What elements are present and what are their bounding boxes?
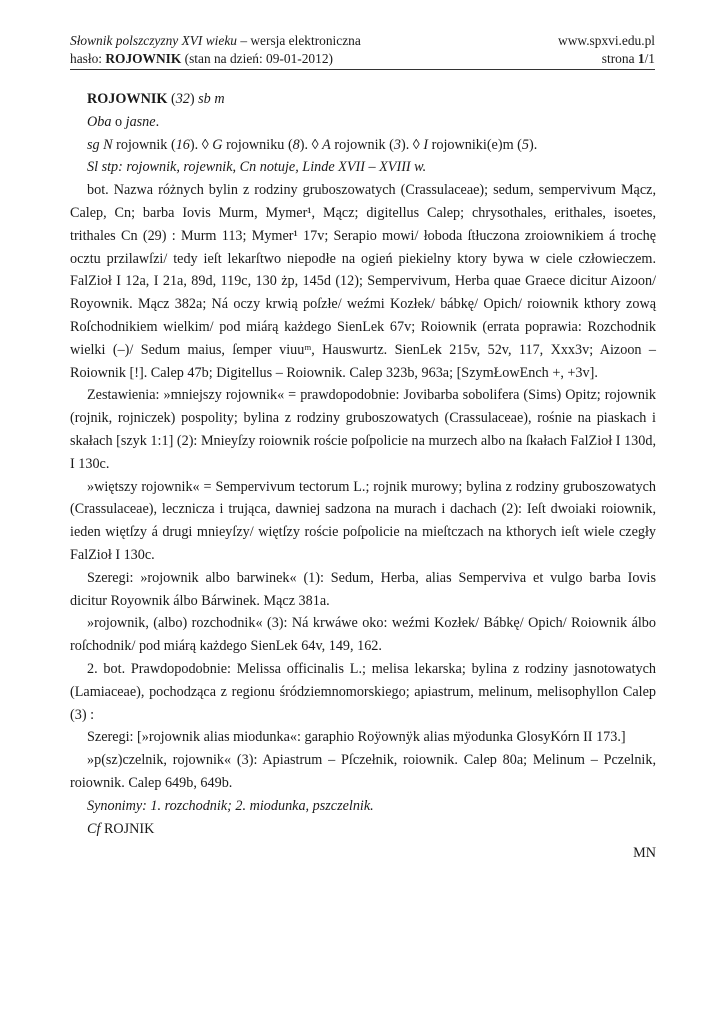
szeregi-miodunka [70,726,656,749]
header-row-1 [70,32,655,50]
page-header [70,32,655,68]
entry-body [70,88,656,865]
sense-2 [70,658,656,726]
sense-2-line-2: (Lamiaceae), pochodząca z regionu śródziemnomorskiego; apiastrum, melinum, melisophyllon Calep (3) : [70,683,656,723]
szer3-line-1: Szeregi: [»rojownik alias miodunka«: garaphio Roÿownÿk alias mÿodunka GlosyKórn II 173.] [87,729,626,746]
dictionary-title [70,32,361,50]
szeregi-rozchodnik [70,612,656,658]
wiet-line-4: FalZioł I 130c. [70,546,155,563]
sense-1-line-9: Roiownik [!]. Calep 47b; Digitellus – Roiownik. Calep 323b, 963a; [SzymŁowEnch +, +3v]. [70,364,598,381]
sense-1-line-3: Cn (29) : Murm 113; Mymer¹ 17v; Serapio mowi/ łoboda ſtłuczona zroiownikiem á trochę ocztu [70,227,657,267]
zestawienia-wietszy [70,476,656,567]
infl-I-label: I [423,136,429,153]
sense-1-line-7: Roſchodnikiem wielkim/ pod miárą każdego SienLek 67v; Roiownik (errata poprawia: Rozchodnik [70,318,656,335]
infl-I-count: 5 [521,136,529,153]
zest-line-3: skałach [szyk 1:1] (2): Mnieyſzy roiownik roście poſpolicie na murzech albo na ſkałach FalZioł I [70,432,621,449]
entry-info [70,50,333,68]
page-current: 1 [637,51,645,66]
szer1-line-2: Royownik álbo Bárwinek. Mącz 381a. [110,592,330,609]
infl-A-label: A [322,136,331,153]
szer1-line-1: Szeregi: »rojownik albo barwinek« (1): Sedum, Herba, alias Semperviva et vulgo barba Iovis dicitur [70,569,656,609]
infl-A-count: 3 [393,136,401,153]
headword-count: 32 [175,91,190,107]
slstp-line: Sl stp: rojownik, rojewnik, Cn notuje, Linde XVII – XVIII w. [87,159,427,176]
oba-jasne: jasne [125,113,156,130]
cf-word: ROJNIK [103,820,155,837]
haslo-date: (stan na dzień: 09-01-2012) [184,51,333,66]
infl-G-count: 8 [292,136,300,153]
haslo-label: hasło: [70,51,102,66]
szer2-line-2: álbo roſchodnik/ pod miárą każdego SienLek 64v, 149, 162. [70,615,656,655]
szeregi-pszczelnik [70,749,656,795]
sense-1 [70,179,656,384]
headword: ROJOWNIK [87,91,168,107]
site-url[interactable]: www.spxvi.edu.pl [558,33,655,48]
szer4-line-2: roiownik. Calep 649b, 649b. [70,774,233,791]
header-row-2 [70,50,655,68]
wiet-line-3: ieden więtſzy á drugi mnieyſzy/ więtſzy roście poſpolicie na mieſtczach na kthorych ieſt wiele czegły [70,524,656,541]
oba-o: o [114,113,123,130]
sense-1-line-1: bot. Nazwa różnych bylin z rodziny gruboszowatych (Crassulaceae); sedum, sempervivum Mącz, [87,182,656,199]
dictionary-title-italic: Słownik polszczyzny XVI wieku [70,33,237,48]
vowel-note: Oba o jasne. [87,113,160,130]
zest-line-1: Zestawienia: »mniejszy rojownik« = prawdopodobnie: Jovibarba sobolifera (Sims) Opitz; rojownik [87,387,656,404]
infl-G-form: rojowniku [226,136,285,153]
sense-2-line-1: 2. bot. Prawdopodobnie: Melissa officinalis L.; melisa lekarska; bylina z rodziny jasnotowatych [87,660,656,677]
sense-1-line-2: Calep, Cn; barba Iovis Murm, Mymer¹, Mącz; digitellus Calep; chrysothales, erithales, isoetes, trithales [70,204,656,244]
infl-A-form: rojownik [334,136,386,153]
infl-I-form: rojowniki(e)m [431,136,514,153]
part-of-speech: sb m [198,91,225,107]
page-indicator [602,50,655,68]
sense-1-line-4: przilawſzi/ tedy ieſt lekarſtwo niepodłe na ogień piekielny ktory bywa w ciele człowieczem. FalZioł [70,250,657,290]
infl-sgN-form: rojownik [116,136,168,153]
sense-1-line-5: I 12a, I 21a, 89d, 119c, 130 żp, 145d (12); Sempervivum, Herba quae Graece dicitur Aizoon/ [116,273,657,290]
page-total: /1 [644,51,655,66]
haslo-word: ROJOWNIK [105,51,182,66]
header-divider [70,69,655,70]
sense-1-line-6: Royownik. Mącz 382a; Ná oczy krwią poſzłe/ weźmi Kozłek/ bábkę/ Opich/ roiownik kthory zową [70,296,656,313]
cf-line [70,818,656,841]
oba-label: Oba [87,113,112,130]
sense-1-line-8: wielki (–)/ Sedum maius, ſemper viuuᵐ, Hauswurtz. SienLek 215v, 52v, 117, Xxx3v; Aizoon – [70,341,656,358]
infl-G-label: G [212,136,223,153]
synonymy-line: Synonimy: 1. rozchodnik; 2. miodunka, pszczelnik. [87,797,374,814]
headword-line: ROJOWNIK (32) sb m [87,91,225,107]
szer4-line-1: »p(sz)czelnik, rojownik« (3): Apiastrum – Pſczełnik, roiownik. Calep 80a; Melinum – Pczelnik, [87,752,656,769]
infl-sgN-count: 16 [175,136,190,153]
zestawienia-mniejszy [70,384,656,475]
inflection-line: sg N rojownik (16). ◊ G rojowniku (8). ◊ A rojownik (3). ◊ I rojowniki(e)m (5). [87,136,538,153]
author-initials: MN [633,845,656,862]
zest-line-2: (rojnik, rojniczek) pospolity; bylina z rodziny gruboszowatych (Crassulaceae), rośnie na piaskach i [70,410,656,427]
szeregi-barwinek [70,567,656,613]
zest-line-4: 130d, I 130c. [70,432,656,472]
page-label: strona [601,51,635,66]
dictionary-title-rest: – wersja elektroniczna [236,33,361,48]
wiet-line-1: »więtszy rojownik« = Sempervivum tectorum L.; rojnik murowy; bylina z rodziny gruboszowatych [87,478,656,495]
wiet-line-2: (Crassulaceae), lecznicza i trująca, dawniej sadzona na murach i dachach (2): Ieſt dwoiaki roiownik, [70,501,656,518]
infl-sgN-label: sg N [87,136,113,153]
cf-label: Cf [87,820,101,837]
szer2-line-1: »rojownik, (albo) rozchodnik« (3): Ná krwáwe oko: weźmi Kozłek/ Bábkę/ Opich/ Roiownik [87,615,628,632]
